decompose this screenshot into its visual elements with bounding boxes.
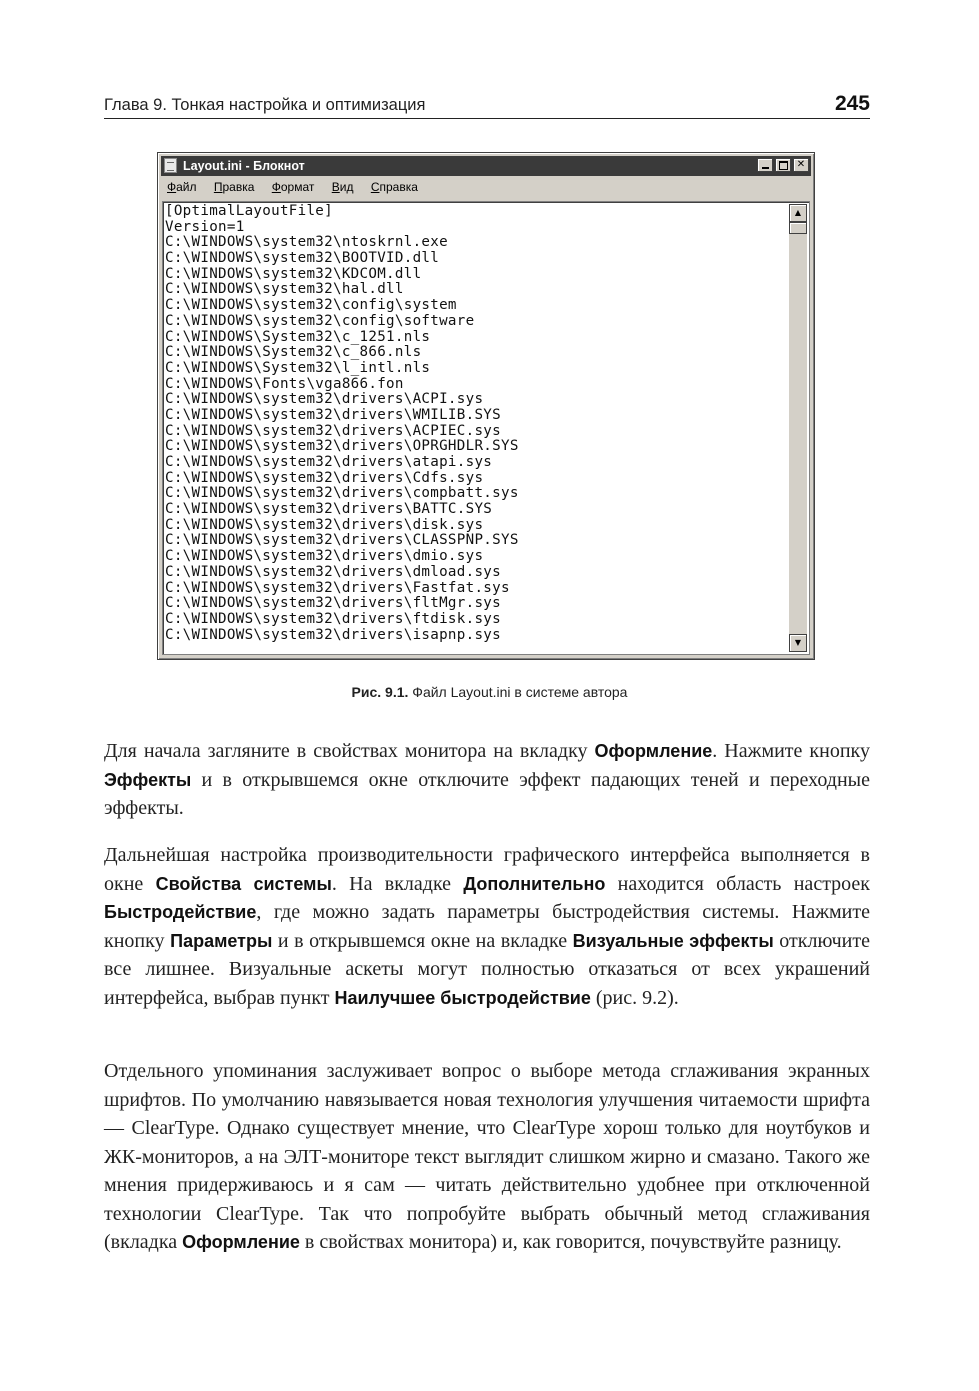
text-run: и в открывшемся окне на вкладке	[272, 929, 573, 952]
close-button[interactable]	[793, 158, 809, 172]
window-title: Layout.ini - Блокнот	[183, 159, 305, 173]
editor-line: C:\WINDOWS\system32\drivers\atapi.sys	[165, 454, 493, 470]
editor-line: C:\WINDOWS\System32\l_intl.nls	[165, 359, 431, 376]
editor-line: C:\WINDOWS\system32\drivers\isapnp.sys	[165, 626, 501, 643]
close-icon: ✕	[796, 159, 806, 170]
maximize-button[interactable]	[775, 158, 791, 172]
caption-text: Файл Layout.ini в системе автора	[408, 684, 628, 700]
editor-line: Version=1	[165, 218, 245, 235]
editor-line: C:\WINDOWS\system32\drivers\BATTC.SYS	[165, 501, 493, 518]
bold-term: Оформление	[182, 1232, 300, 1252]
menu-view[interactable]: Вид	[331, 180, 354, 194]
notepad-window[interactable]	[157, 152, 815, 660]
paragraph-2	[104, 841, 870, 1012]
menu-file[interactable]: Файл	[167, 180, 197, 194]
text-run: . Нажмите кнопку	[712, 740, 870, 762]
scroll-down-button[interactable]	[789, 634, 807, 652]
editor-line: C:\WINDOWS\system32\drivers\ACPI.sys	[165, 391, 484, 408]
editor-line: C:\WINDOWS\system32\ntoskrnl.exe	[165, 234, 448, 251]
editor-line: C:\WINDOWS\system32\drivers\dmio.sys	[165, 548, 484, 565]
text-run: Отдельного упоминания заслуживает вопрос о выборе метода сглаживания экранных шрифтов. По умолчанию навязывается новая технология улучшения читаемости шрифта — ClearType. Однако существует мнение, что ClearType хорош только для ноутбуков и ЖК-мониторов, а на ЭЛТ-мониторе текст выглядит слишком жирно и смазано. Такого же мнения придерживаюсь и я сам — читать действительно удобнее при отключенной технологии ClearType. Так что попробуйте выбрать обычный метод сглаживания (вкладка	[104, 1060, 870, 1253]
paragraph-1	[104, 737, 870, 823]
editor-line: C:\WINDOWS\Fonts\vga866.fon	[165, 375, 404, 392]
editor-line: C:\WINDOWS\system32\drivers\Fastfat.sys	[165, 579, 510, 596]
scroll-thumb[interactable]	[789, 222, 807, 234]
notepad-icon	[164, 158, 177, 173]
menu-edit[interactable]: Правка	[213, 180, 255, 194]
text-editor[interactable]	[162, 201, 810, 655]
editor-line: C:\WINDOWS\system32\drivers\ftdisk.sys	[165, 610, 501, 627]
menu-format[interactable]: Формат	[271, 180, 315, 194]
text-run: находится область настроек	[605, 872, 871, 895]
editor-line: C:\WINDOWS\system32\drivers\dmload.sys	[165, 563, 501, 580]
editor-line: C:\WINDOWS\system32\drivers\OPRGHDLR.SYS	[165, 438, 519, 455]
menu-help[interactable]: Справка	[370, 180, 418, 194]
editor-line: C:\WINDOWS\system32\drivers\Cdfs.sys	[165, 469, 484, 486]
page-number: 245	[834, 92, 870, 115]
menu-bar	[164, 180, 808, 198]
bold-term: Быстродействие	[104, 902, 257, 922]
bold-term: Параметры	[170, 930, 273, 951]
text-run: отключите все лишнее. Визуальные аскеты могут полностью отказаться от всех украшений интерфейса, выбрав пункт	[104, 929, 871, 1009]
scroll-up-button[interactable]	[789, 204, 807, 222]
editor-line: C:\WINDOWS\System32\c_866.nls	[165, 344, 422, 361]
text-run: Для начала загляните в свойствах монитора на вкладку	[104, 740, 595, 762]
triangle-up-icon: ▲	[794, 208, 802, 217]
editor-line: C:\WINDOWS\system32\drivers\disk.sys	[165, 516, 484, 533]
editor-line: C:\WINDOWS\System32\c_1251.nls	[165, 328, 431, 345]
bold-term: Эффекты	[104, 769, 192, 790]
text-run: в свойствах монитора) и, как говорится, почувствуйте разницу.	[299, 1231, 842, 1253]
figure-caption	[0, 684, 979, 700]
bold-term: Дополнительно	[463, 873, 606, 894]
editor-line: C:\WINDOWS\system32\config\software	[165, 312, 475, 329]
bold-term: Наилучшее быстродействие	[334, 987, 591, 1008]
triangle-down-icon: ▼	[794, 638, 802, 647]
maximize-icon	[779, 161, 788, 170]
bold-term: Визуальные эффекты	[572, 930, 774, 951]
editor-line: C:\WINDOWS\system32\drivers\compbatt.sys	[165, 485, 519, 502]
caption-label: Рис. 9.1.	[351, 684, 409, 700]
text-run: , где можно задать параметры быстродействия системы. Нажмите кнопку	[104, 901, 870, 952]
editor-line: [OptimalLayoutFile]	[165, 203, 333, 219]
text-run: Дальнейшая настройка производительности графического интерфейса выполняется в окне	[104, 844, 870, 895]
text-run: (рис. 9.2).	[590, 986, 679, 1009]
minimize-button[interactable]	[757, 158, 773, 172]
chapter-title: Глава 9. Тонкая настройка и оптимизация	[104, 96, 426, 114]
editor-line: C:\WINDOWS\system32\drivers\WMILIB.SYS	[165, 406, 501, 423]
bold-term: Оформление	[594, 741, 713, 761]
paragraph-3	[104, 1057, 870, 1257]
minimize-icon	[762, 167, 769, 169]
editor-content[interactable]	[165, 204, 783, 643]
vertical-scrollbar[interactable]	[789, 204, 807, 652]
text-run: и в открывшемся окне отключите эффект падающих теней и переходные эффекты.	[104, 768, 870, 819]
editor-line: C:\WINDOWS\system32\drivers\ACPIEC.sys	[165, 422, 501, 439]
bold-term: Свойства системы	[155, 873, 332, 894]
running-head	[104, 92, 870, 119]
editor-line: C:\WINDOWS\system32\KDCOM.dll	[165, 265, 422, 282]
title-bar[interactable]	[161, 156, 811, 176]
editor-line: C:\WINDOWS\system32\drivers\fltMgr.sys	[165, 595, 501, 612]
editor-line: C:\WINDOWS\system32\config\system	[165, 297, 457, 314]
editor-line: C:\WINDOWS\system32\BOOTVID.dll	[165, 250, 440, 267]
text-run: . На вкладке	[331, 872, 464, 895]
editor-line: C:\WINDOWS\system32\drivers\CLASSPNP.SYS	[165, 532, 519, 549]
editor-line: C:\WINDOWS\system32\hal.dll	[165, 281, 404, 298]
